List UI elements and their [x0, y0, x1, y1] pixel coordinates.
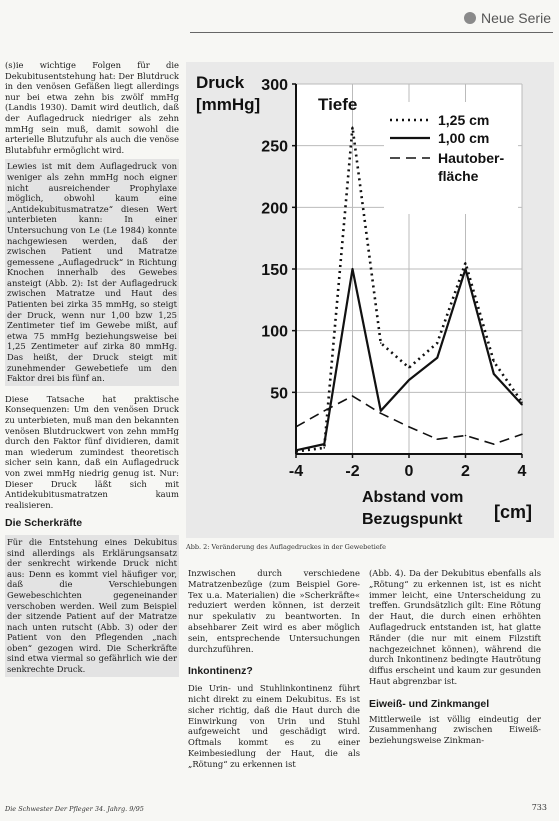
y-tick-label: 150	[261, 262, 288, 279]
y-tick-label: 100	[261, 323, 288, 341]
left-paragraph-3: Diese Tatsache hat praktische Konsequenzen: Um den venösen Druck zu unterbieten, muß man den bekannten venösen Blutdruckwert von zehn mmHg durch den Faktor fünf dividieren, damit man wiederum zumindest theoretisch sicher sein kann, daß ein Auflagedruck von zwei mmHg niedrig genug ist. Nur: Dieser Druck läßt sich mit Antidekubitusmatratzen kaum realisieren.	[5, 393, 179, 510]
pressure-chart-figure	[186, 62, 554, 538]
data-point-series-1	[408, 379, 410, 381]
data-point-series-2	[436, 438, 438, 440]
x-tick-label: 4	[517, 463, 527, 480]
y-tick-label: 250	[261, 138, 288, 156]
data-point-series-1	[295, 450, 297, 452]
left-paragraph-1: (s)ie wichtige Folgen für die Dekubitusentstehung hat: Der Blutdruck in den venösen Gefäßen liegt allerdings nur bei etwa zehn bis zwölf mmHg (Landis 1930). Damit wird deutlich, daß der Auflagedruck niedriger als zehn mmHg sein muß, damit sowohl die arterielle Blutzufuhr als auch die venöse Blutabfuhr ermöglicht wird.	[5, 60, 179, 155]
data-point-series-1	[380, 410, 382, 412]
series-header	[464, 10, 551, 26]
pressure-chart	[186, 62, 554, 538]
series-dot-icon	[464, 12, 476, 24]
x-tick-label: 2	[461, 463, 470, 480]
y-tick-label: 200	[261, 200, 288, 218]
data-point-series-0	[436, 342, 438, 344]
legend-label-1: 1,00 cm	[438, 130, 490, 146]
data-point-series-2	[465, 435, 467, 437]
y-tick-label: 300	[261, 77, 288, 94]
data-point-series-2	[352, 395, 354, 397]
middle-column	[188, 568, 360, 770]
left-paragraph-2: Lewies ist mit dem Auflagedruck von weniger als zehn mmHg noch eigner nicht ausreichender Prophylaxe möglich, obwohl kaum eine „Antidekubitusmatratze“ diesen Wert unterbieten kann: In einer Untersuchung von Le (Le 1984) konnte nachgewiesen werden, daß der zwischen Patient und Matratze gemessene „Auflagedruck“ in Richtung Knochen innerhalb des Gewebes ansteigt (Abb. 2): Ist der Auflagedruck zwischen Matratze und Haut des Patienten bei zirka 35 mmHg, so steigt der Druck, wenn nur 1,00 bzw 1,25 Zentimeter tief im Gewebe mißt, auf etwa 75 mmHg beziehungsweise bei 1,25 Zentimeter auf zirka 80 mmHg. Das heißt, der Druck steigt mit zunehmender Gewebetiefe um den Faktor drei bis fünf an.	[5, 159, 179, 385]
series-label: Neue Serie	[480, 10, 551, 26]
data-point-series-0	[352, 126, 354, 128]
x-axis-title-line1: Abstand vom	[362, 489, 464, 506]
data-point-series-1	[493, 373, 495, 375]
legend-label-2-line2: fläche	[438, 168, 479, 184]
x-axis-title-line2: Bezugspunkt	[362, 511, 463, 528]
data-point-series-0	[380, 342, 382, 344]
heading-eiweiss-zinkmangel: Eiweiß- und Zinkmangel	[369, 697, 490, 710]
data-point-series-0	[493, 361, 495, 363]
data-point-series-1	[323, 443, 325, 445]
data-point-series-0	[323, 447, 325, 449]
x-tick-label: -2	[345, 463, 360, 480]
left-column	[5, 60, 179, 680]
mid-paragraph-1: Inzwischen durch verschiedene Matratzenbezüge (zum Beispiel Gore-Tex u.a. Materialien) die »Scherkräfte« reduziert werden können, ist derzeit nur spekulativ zu beantworten. In absehbarer Zeit wird es aber möglich sein, entsprechende Untersuchungen durchzuführen.	[188, 568, 360, 654]
data-point-series-2	[521, 433, 523, 435]
data-point-series-1	[436, 357, 438, 359]
figure-caption: Abb. 2: Veränderung des Auflagedruckes in der Gewebetiefe	[186, 543, 386, 551]
header-rule	[190, 32, 553, 33]
right-paragraph-1: (Abb. 4). Da der Dekubitus ebenfalls als „Rötung“ zu erkennen ist, ist es nicht immer leicht, eine Unterscheidung zu treffen. Grundsätzlich gilt: Eine Rötung der Haut, die durch einen erhöhten Auflagedruck entstanden ist, hat glatte Ränder (die nur mit einem Filzstift nachgezeichnet können), während die durch Inkontinenz bedingte Hautrötung diffus erscheint und kaum zur gesunden Haut abgrenzbar ist.	[369, 568, 541, 686]
right-paragraph-2: Mittlerweile ist völlig eindeutig der Zusammenhang zwischen Eiweiß- beziehungsweise Zinkman-	[369, 713, 541, 746]
data-point-series-1	[521, 404, 523, 406]
x-tick-label: -4	[288, 463, 304, 480]
data-point-series-2	[295, 426, 297, 428]
left-paragraph-4: Für die Entstehung eines Dekubitus sind allerdings als Erklärungsansatz der senkrecht wirkende Druck nicht aus: Denn es kommt viel häufiger vor, daß die Verschiebungen Gewebeschichten gegeneinander verschoben werden. Weil zum Beispiel der sitzende Patient auf der Matratze nach unten rutscht (Abb. 3) oder der Patient von den Pflegenden „nach oben“ gezogen wird. Die Scherkräfte sind etwa viermal so gefährlich wie der senkrechte Druck.	[5, 535, 179, 677]
data-point-series-2	[493, 443, 495, 445]
data-point-series-2	[323, 410, 325, 412]
data-point-series-2	[380, 413, 382, 415]
data-point-series-0	[408, 367, 410, 369]
footer-journal: Die Schwester Der Pfleger 34. Jahrg. 9/95	[5, 805, 144, 813]
legend-title: Tiefe	[318, 95, 358, 114]
page-number: 733	[531, 803, 547, 812]
right-column	[369, 568, 541, 746]
data-point-series-2	[408, 426, 410, 428]
y-axis-title-line1: Druck	[196, 73, 245, 92]
y-axis-title-line2: [mmHg]	[196, 95, 261, 114]
legend-label-0: 1,25 cm	[438, 112, 490, 128]
x-tick-label: 0	[404, 463, 414, 480]
legend-label-2-line1: Hautober-	[438, 150, 505, 166]
y-tick-label: 50	[270, 385, 288, 403]
data-point-series-1	[465, 268, 467, 270]
x-axis-unit: [cm]	[494, 502, 533, 522]
mid-paragraph-2: Die Urin- und Stuhlinkontinenz führt nicht direkt zu einem Dekubitus. Es ist sicher richtig, daß die Haut durch die Einwirkung von Urin und Stuhl aufgeweicht und geschädigt wird. Oftmals kommt es zu einer Keimbesiedlung der Haut, die als „Rötung“ zu erkennen ist	[188, 683, 360, 769]
heading-scherkraefte: Die Scherkräfte	[5, 517, 83, 530]
data-point-series-0	[465, 262, 467, 264]
data-point-series-1	[352, 268, 354, 270]
heading-inkontinenz: Inkontinenz?	[188, 665, 253, 678]
